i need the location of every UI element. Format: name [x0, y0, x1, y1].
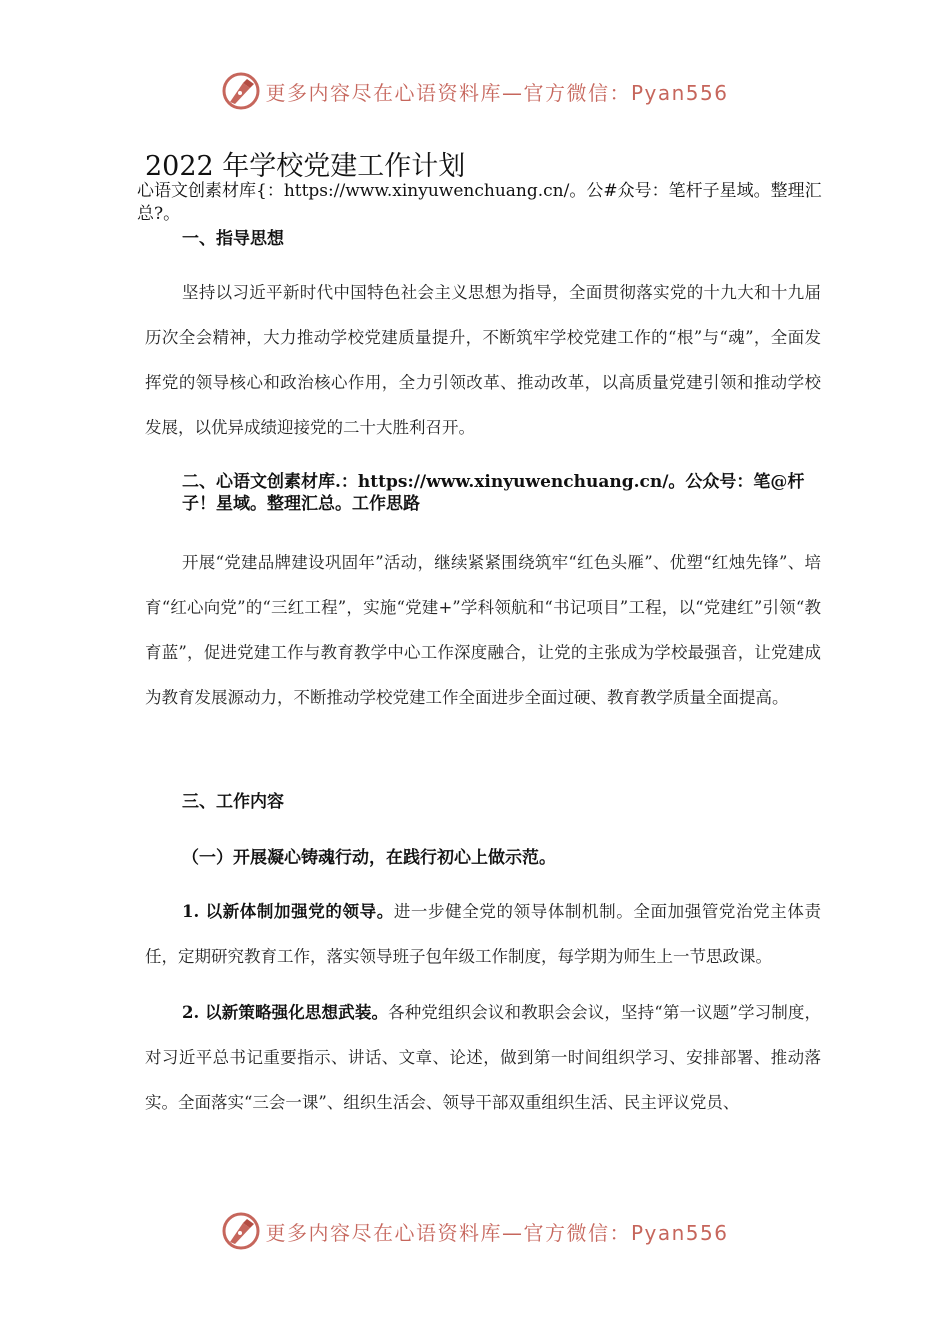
- item-lead-2: 2. 以新策略强化思想武装。: [182, 1003, 389, 1022]
- section-heading-1: 一、指导思想: [182, 229, 284, 249]
- item-paragraph-1: [145, 889, 838, 979]
- banner-text: 更多内容尽在心语资料库—官方微信：Pyan556: [265, 80, 729, 105]
- section-heading-2: 二、心语文创素材库.：https://www.xinyuwenchuang.cn/。公众号：笔@杆子！星域。整理汇总。工作思路: [182, 472, 805, 514]
- header-banner: [0, 66, 950, 116]
- item-text-1: 进一步健全党的领导体制机制。全面加强管党治党主体责 任，定期研究教育工作，落实领导班子包年级工作制度，每学期为师生上一节思政课。: [145, 902, 838, 966]
- item-lead-1: 1. 以新体制加强党的领导。: [182, 902, 394, 921]
- source-line: 心语文创素材库{：https://www.xinyuwenchuang.cn/。公#众号：笔杆子星域。整理汇总?。: [137, 181, 822, 224]
- document-title: 2022 年学校党建工作计划: [145, 151, 466, 182]
- item-paragraph-2: [145, 990, 821, 1125]
- section-paragraph-2: 开展“党建品牌建设巩固年”活动，继续紧紧围绕筑牢“红色头雁”、优塑“红烛先锋”、培育“红心向党”的“三红工程”，实施“党建+”学科领航和“书记项目”工程，以“党建红”引领“教育蓝”，促进党建工作与教育教学中心工作深度融合，让党的主张成为学校最强音，让党建成为教育发展源动力，不断推动学校党建工作全面进步全面过硬、教育教学质量全面提高。: [145, 553, 821, 707]
- subsection-heading-1: （一）开展凝心铸魂行动，在践行初心上做示范。: [182, 848, 556, 868]
- item-text-2: 各种党组织会议和教职会会议，坚持“第一议题”学习制度，对习近平总书记重要指示、讲话、文章、论述，做到第一时间组织学习、安排部署、推动落实。全面落实“三会一课”、组织生活会、领导干部双重组织生活、民主评议党员、: [145, 1003, 821, 1112]
- section-heading-3: 三、工作内容: [182, 792, 284, 812]
- pen-nib-logo-icon: [221, 1211, 261, 1251]
- section-paragraph-1: 坚持以习近平新时代中国特色社会主义思想为指导，全面贯彻落实党的十九大和十九届历次全会精神，大力推动学校党建质量提升，不断筑牢学校党建工作的“根”与“魂”，全面发挥党的领导核心和政治核心作用，全力引领改革、推动改革，以高质量党建引领和推动学校发展，以优异成绩迎接党的二十大胜利召开。: [145, 283, 821, 437]
- pen-nib-logo-icon: [221, 71, 261, 111]
- footer-banner: [0, 1206, 950, 1256]
- banner-text: 更多内容尽在心语资料库—官方微信：Pyan556: [265, 1220, 729, 1245]
